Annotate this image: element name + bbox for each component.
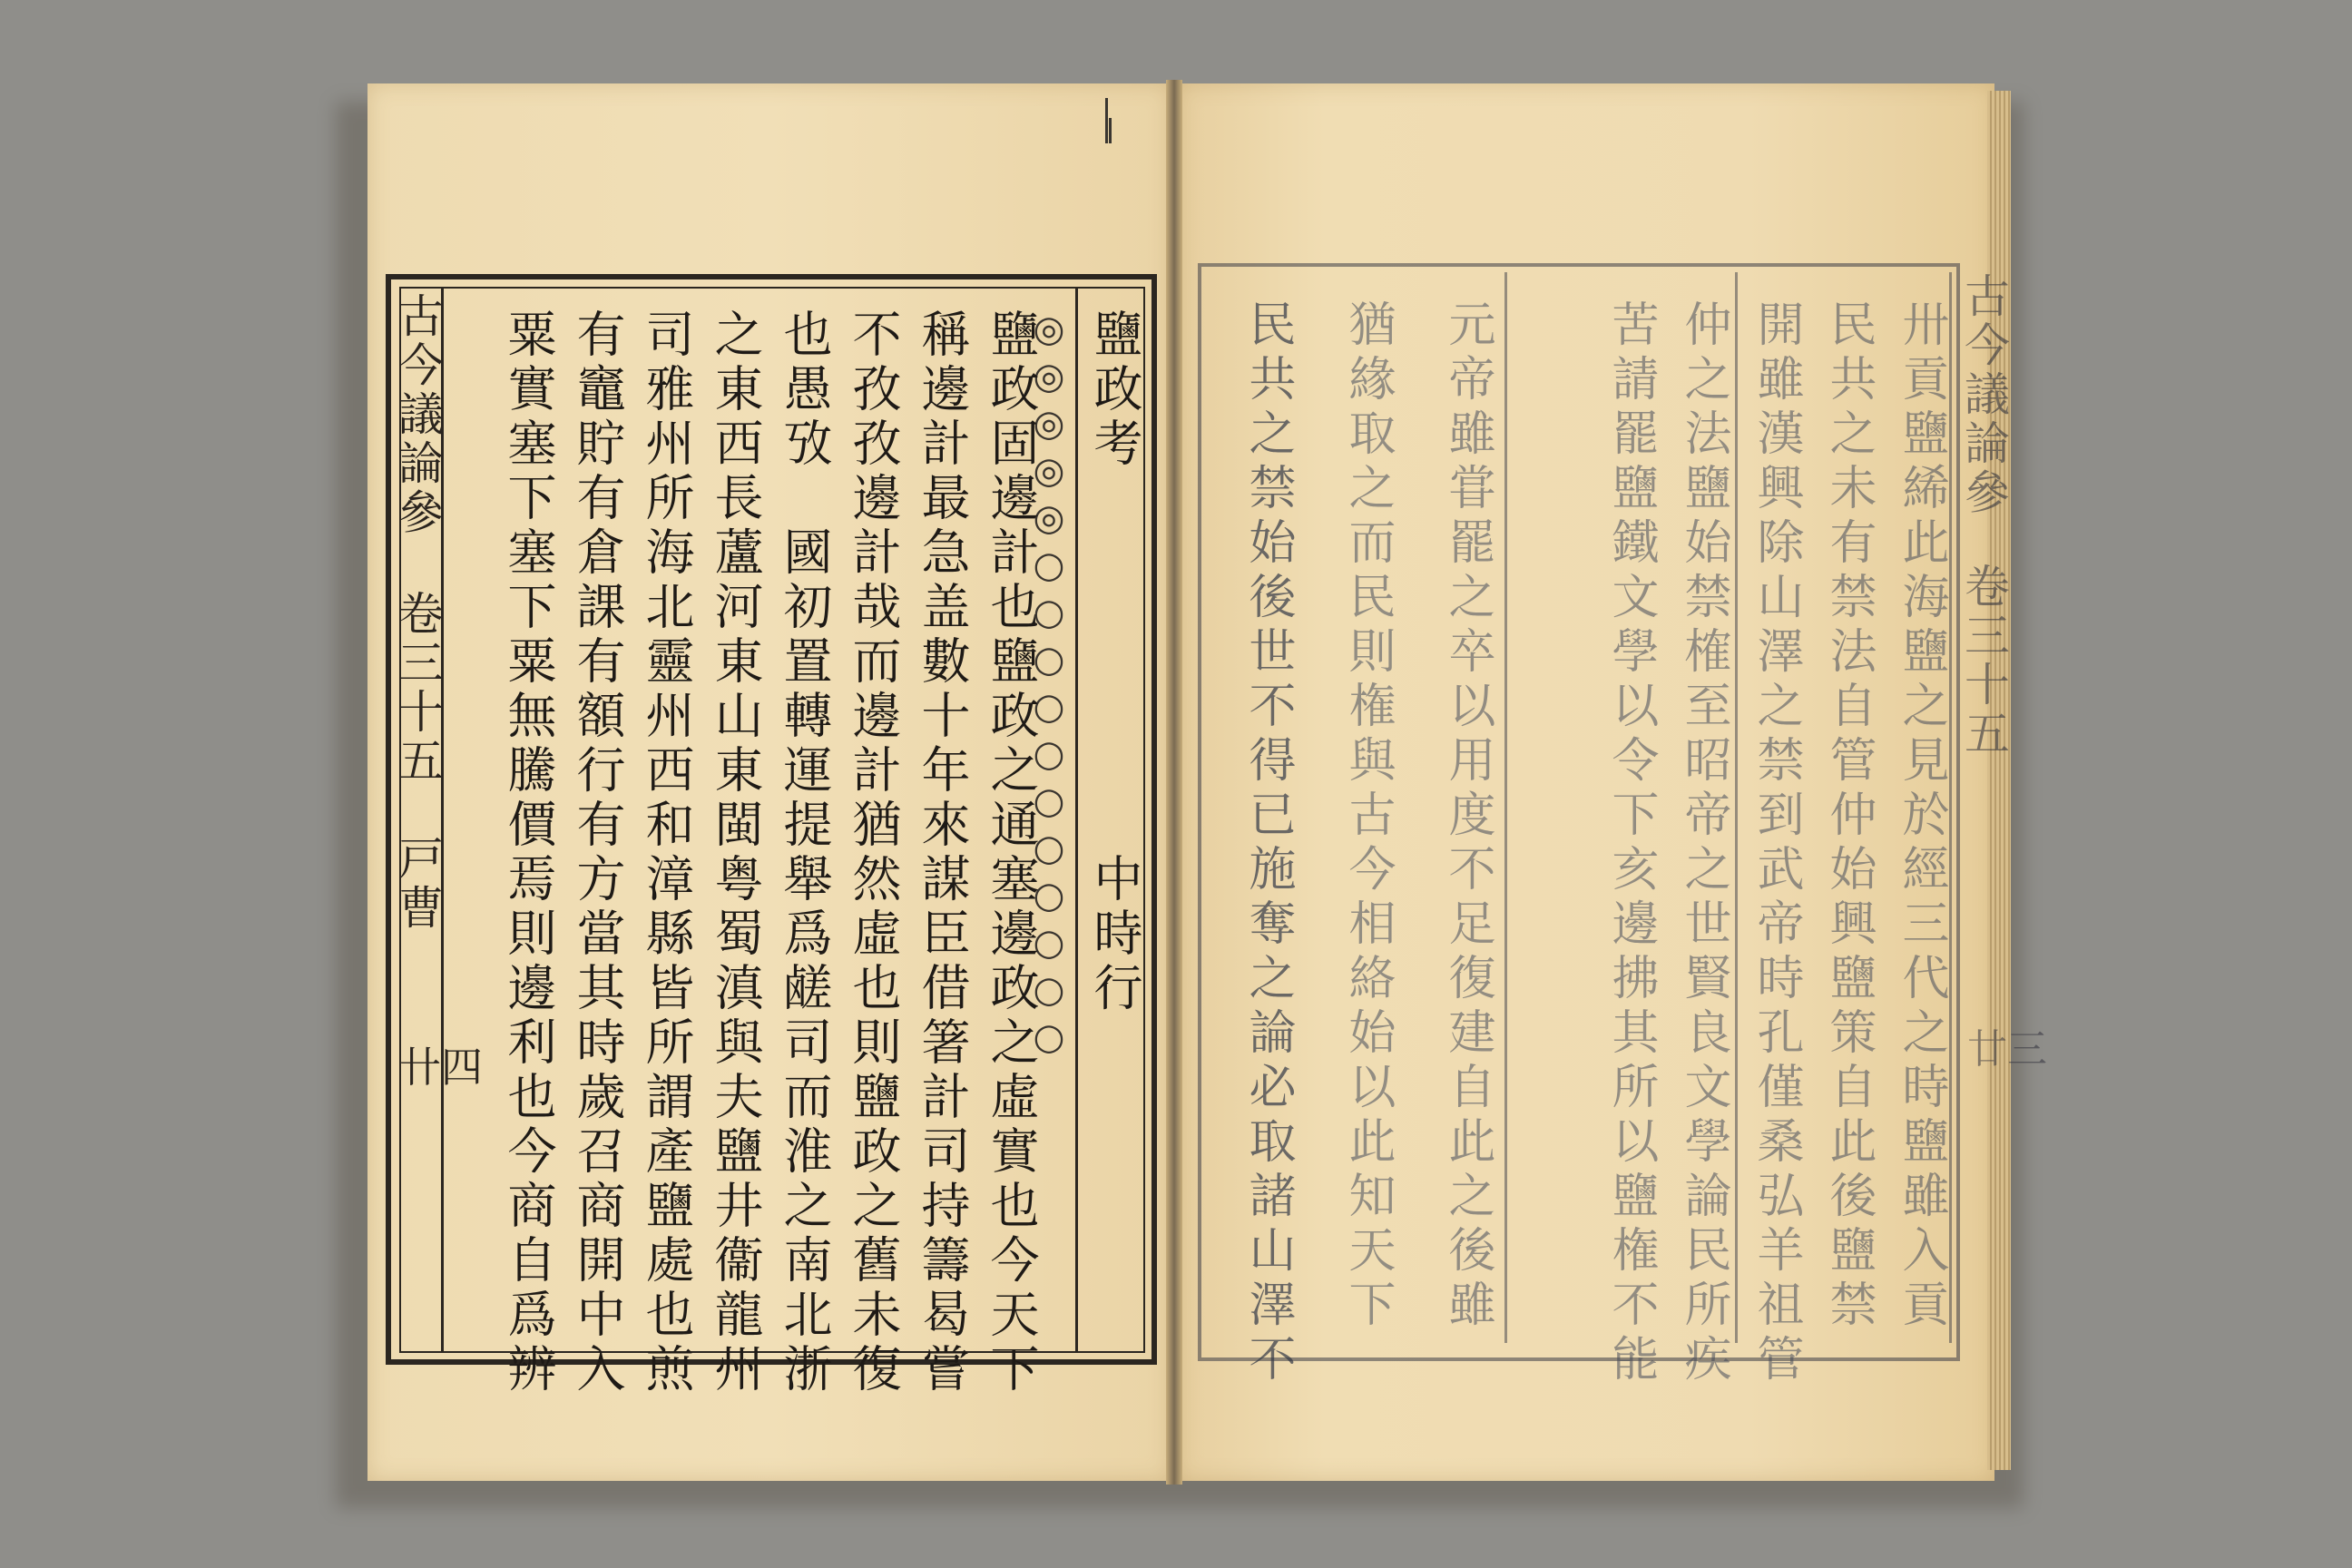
left-fold-number: 卄四 <box>399 1043 483 1092</box>
left-text-col-2: ◎◎◎◎◎○○○○○○○○○○○ <box>1028 309 1070 1063</box>
right-text-col-3: 開雖漢興除山澤之禁到武帝時孔僅桑弘羊祖管 <box>1749 299 1803 1388</box>
book-gutter <box>1166 80 1182 1485</box>
right-text-col-2: 民共之未有禁法自管仲始興鹽策自此後鹽禁 <box>1821 299 1876 1334</box>
right-margin-volume: 卷三十五 <box>1957 563 2010 759</box>
left-text-col-8: 司雅州所海北靈州西和漳縣皆所謂產鹽處也煎 <box>638 309 695 1397</box>
left-text-col-1: 鹽政考 中時行 <box>1086 309 1143 1016</box>
right-fold-number: 廿三 <box>1967 1026 2047 1073</box>
left-text-col-7: 之東西長蘆河東山東閩粤蜀滇與夫鹽井衞龍州 <box>707 309 764 1397</box>
left-text-col-9: 有竈貯有倉課有額行有方當其時歲召商開中入 <box>569 309 626 1397</box>
left-margin-title: 古今議論參 <box>391 292 444 537</box>
right-margin-title: 古今議論參 <box>1957 272 2010 517</box>
left-text-col-5: 不孜孜邊計哉而邊計猶然虛也則鹽政之舊未復 <box>845 309 902 1397</box>
right-text-col-5: 苦請罷鹽鐵文學以令下亥邊拂其所以鹽権不能 <box>1603 299 1658 1388</box>
left-text-col-4: 稱邊計最急盖數十年來謀臣借箸計司持籌曷嘗 <box>914 309 971 1397</box>
left-margin-section: 戸曹 <box>391 835 444 933</box>
binding-thread <box>1109 118 1112 143</box>
left-text-col-6: 也愚攷 國初置轉運提舉爲鹾司而淮之南北浙 <box>776 309 833 1397</box>
left-text-col-3: 鹽政固邊計也鹽政之通塞邊政之虛實也今天下 <box>983 309 1040 1397</box>
right-text-col-6: 元帝雖甞罷之卒以用度不足復建自此之後雖 <box>1440 299 1494 1334</box>
right-text-col-4: 仲之法鹽始禁榷至昭帝之世賢良文學論民所疾 <box>1676 299 1730 1388</box>
right-text-col-1: 卅貢鹽絺此海鹽之見於經三代之時鹽雖入貢 <box>1894 299 1948 1334</box>
right-ghost-rule <box>1504 272 1507 1343</box>
binding-thread <box>1105 98 1108 143</box>
left-text-col-10: 粟實塞下塞下粟無騰價焉則邊利也今商自爲辨 <box>500 309 557 1397</box>
left-margin-volume: 卷三十五 <box>391 590 444 786</box>
right-text-col-8: 民共之禁始後世不得已施奪之論必取諸山澤不 <box>1240 299 1295 1388</box>
right-text-col-7: 猶緣取之而民則権與古今相絡始以此知天下 <box>1340 299 1395 1334</box>
